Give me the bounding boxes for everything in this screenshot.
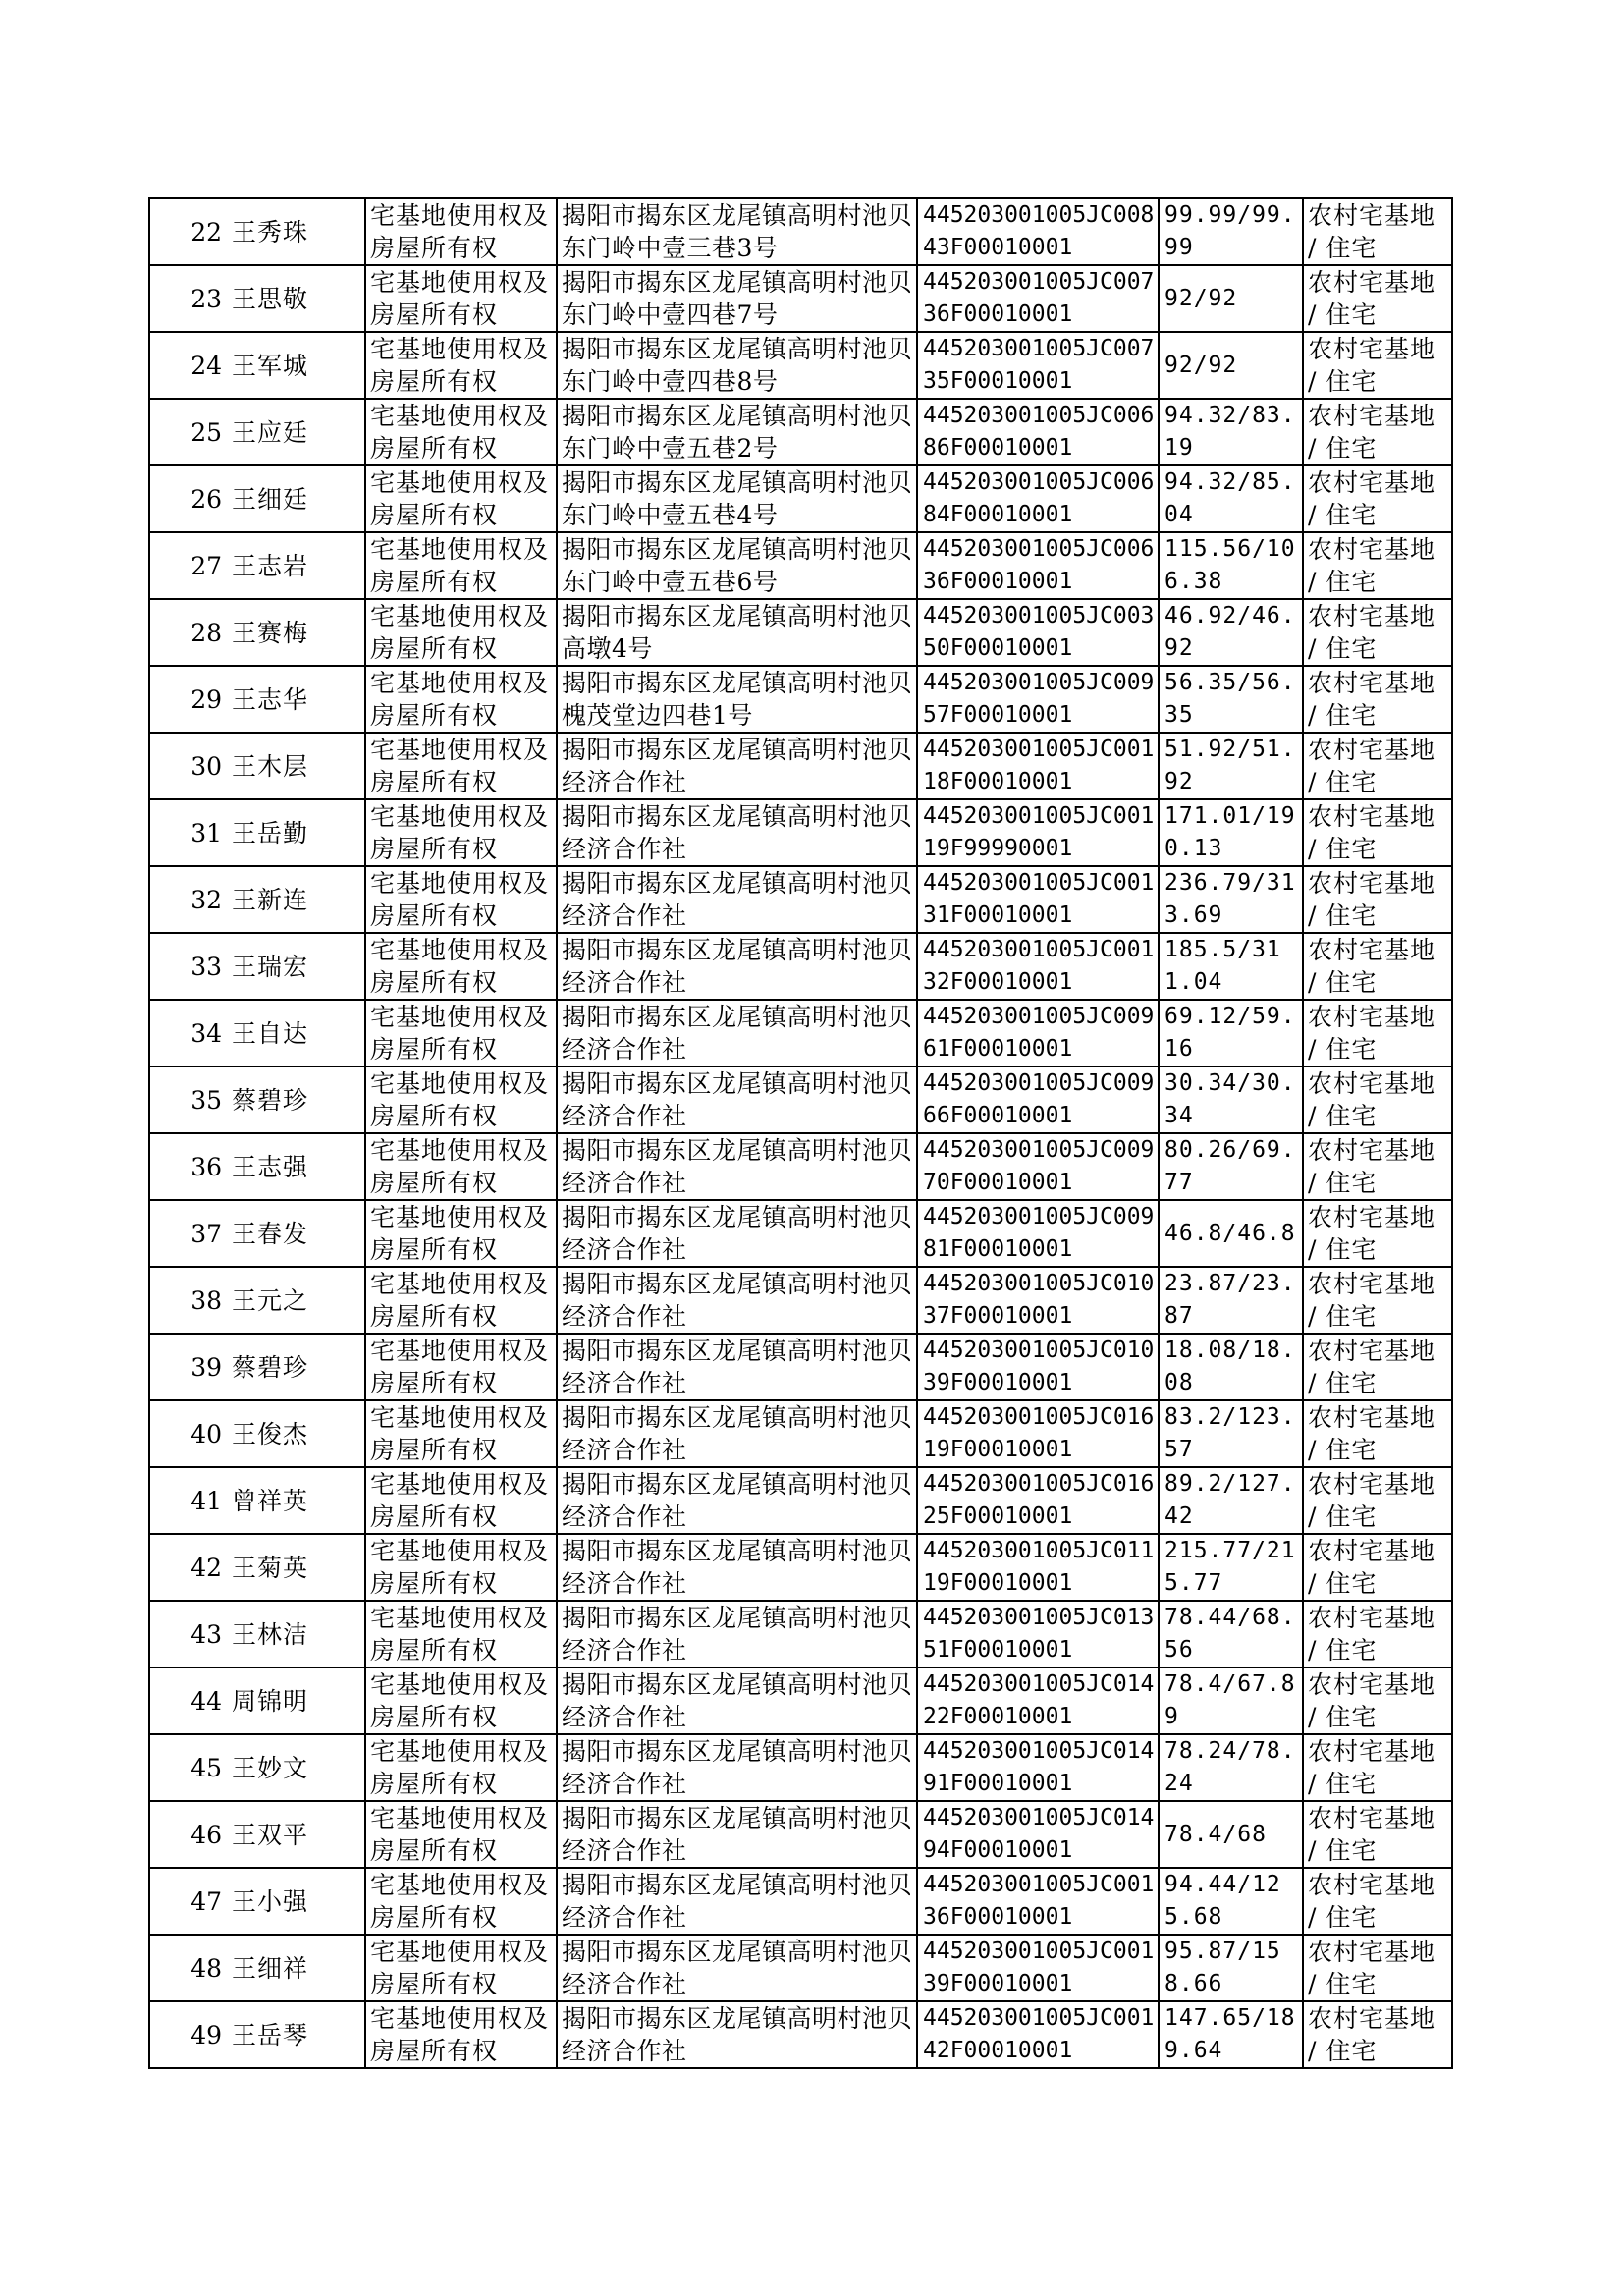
table-row — [149, 532, 1452, 599]
row-number-cell: 41 — [149, 1467, 228, 1534]
right-type-cell: 宅基地使用权及房屋所有权 — [365, 1133, 557, 1200]
address-cell: 揭阳市揭东区龙尾镇高明村池贝经济合作社 — [557, 1066, 917, 1133]
table-row — [149, 332, 1452, 399]
row-number-cell: 22 — [149, 198, 228, 265]
land-use-cell: 农村宅基地 / 住宅 — [1303, 1467, 1452, 1534]
unit-code-cell: 445203001005JC00966F00010001 — [917, 1066, 1159, 1133]
right-type-cell: 宅基地使用权及房屋所有权 — [365, 1935, 557, 2001]
unit-code-cell: 445203001005JC01494F00010001 — [917, 1801, 1159, 1868]
table-row — [149, 799, 1452, 866]
address-cell: 揭阳市揭东区龙尾镇高明村池贝经济合作社 — [557, 1334, 917, 1400]
unit-code-cell: 445203001005JC00636F00010001 — [917, 532, 1159, 599]
row-number-cell: 34 — [149, 1000, 228, 1066]
owner-name-cell: 王岳琴 — [228, 2001, 365, 2068]
row-number-cell: 31 — [149, 799, 228, 866]
area-cell: 78.4/67.89 — [1159, 1667, 1303, 1734]
address-cell: 揭阳市揭东区龙尾镇高明村池贝东门岭中壹四巷7号 — [557, 265, 917, 332]
table-row — [149, 666, 1452, 733]
right-type-cell: 宅基地使用权及房屋所有权 — [365, 1334, 557, 1400]
table-row — [149, 2001, 1452, 2068]
right-type-cell: 宅基地使用权及房屋所有权 — [365, 1534, 557, 1601]
owner-name-cell: 王新连 — [228, 866, 365, 933]
row-number-cell: 28 — [149, 599, 228, 666]
land-use-cell: 农村宅基地 / 住宅 — [1303, 465, 1452, 532]
land-use-cell: 农村宅基地 / 住宅 — [1303, 1400, 1452, 1467]
right-type-cell: 宅基地使用权及房屋所有权 — [365, 332, 557, 399]
unit-code-cell: 445203001005JC00118F00010001 — [917, 733, 1159, 799]
unit-code-cell: 445203001005JC00981F00010001 — [917, 1200, 1159, 1267]
land-use-cell: 农村宅基地 / 住宅 — [1303, 799, 1452, 866]
right-type-cell: 宅基地使用权及房屋所有权 — [365, 265, 557, 332]
land-use-cell: 农村宅基地 / 住宅 — [1303, 1534, 1452, 1601]
right-type-cell: 宅基地使用权及房屋所有权 — [365, 1400, 557, 1467]
table-row — [149, 1801, 1452, 1868]
unit-code-cell: 445203001005JC00132F00010001 — [917, 933, 1159, 1000]
row-number-cell: 27 — [149, 532, 228, 599]
row-number-cell: 35 — [149, 1066, 228, 1133]
table-row — [149, 465, 1452, 532]
unit-code-cell: 445203001005JC01422F00010001 — [917, 1667, 1159, 1734]
owner-name-cell: 王岳勤 — [228, 799, 365, 866]
row-number-cell: 29 — [149, 666, 228, 733]
land-use-cell: 农村宅基地 / 住宅 — [1303, 733, 1452, 799]
area-cell: 236.79/313.69 — [1159, 866, 1303, 933]
property-rights-table — [148, 197, 1453, 2069]
land-use-cell: 农村宅基地 / 住宅 — [1303, 532, 1452, 599]
row-number-cell: 45 — [149, 1734, 228, 1801]
owner-name-cell: 周锦明 — [228, 1667, 365, 1734]
table-row — [149, 933, 1452, 1000]
row-number-cell: 26 — [149, 465, 228, 532]
owner-name-cell: 王春发 — [228, 1200, 365, 1267]
address-cell: 揭阳市揭东区龙尾镇高明村池贝经济合作社 — [557, 1200, 917, 1267]
table-row — [149, 1400, 1452, 1467]
land-use-cell: 农村宅基地 / 住宅 — [1303, 1334, 1452, 1400]
right-type-cell: 宅基地使用权及房屋所有权 — [365, 1467, 557, 1534]
row-number-cell: 32 — [149, 866, 228, 933]
row-number-cell: 39 — [149, 1334, 228, 1400]
unit-code-cell: 445203001005JC00119F99990001 — [917, 799, 1159, 866]
row-number-cell: 33 — [149, 933, 228, 1000]
owner-name-cell: 王木层 — [228, 733, 365, 799]
address-cell: 揭阳市揭东区龙尾镇高明村池贝经济合作社 — [557, 733, 917, 799]
address-cell: 揭阳市揭东区龙尾镇高明村池贝槐茂堂边四巷1号 — [557, 666, 917, 733]
area-cell: 147.65/189.64 — [1159, 2001, 1303, 2068]
table-row — [149, 1935, 1452, 2001]
address-cell: 揭阳市揭东区龙尾镇高明村池贝经济合作社 — [557, 1868, 917, 1935]
unit-code-cell: 445203001005JC01625F00010001 — [917, 1467, 1159, 1534]
address-cell: 揭阳市揭东区龙尾镇高明村池贝经济合作社 — [557, 1400, 917, 1467]
unit-code-cell: 445203001005JC00684F00010001 — [917, 465, 1159, 532]
row-number-cell: 42 — [149, 1534, 228, 1601]
area-cell: 89.2/127.42 — [1159, 1467, 1303, 1534]
area-cell: 94.44/125.68 — [1159, 1868, 1303, 1935]
right-type-cell: 宅基地使用权及房屋所有权 — [365, 666, 557, 733]
owner-name-cell: 王元之 — [228, 1267, 365, 1334]
area-cell: 185.5/311.04 — [1159, 933, 1303, 1000]
land-use-cell: 农村宅基地 / 住宅 — [1303, 1000, 1452, 1066]
area-cell: 99.99/99.99 — [1159, 198, 1303, 265]
table-row — [149, 733, 1452, 799]
address-cell: 揭阳市揭东区龙尾镇高明村池贝东门岭中壹五巷4号 — [557, 465, 917, 532]
area-cell: 69.12/59.16 — [1159, 1000, 1303, 1066]
row-number-cell: 47 — [149, 1868, 228, 1935]
land-use-cell: 农村宅基地 / 住宅 — [1303, 866, 1452, 933]
address-cell: 揭阳市揭东区龙尾镇高明村池贝高墩4号 — [557, 599, 917, 666]
owner-name-cell: 王细祥 — [228, 1935, 365, 2001]
address-cell: 揭阳市揭东区龙尾镇高明村池贝经济合作社 — [557, 1000, 917, 1066]
unit-code-cell: 445203001005JC00957F00010001 — [917, 666, 1159, 733]
owner-name-cell: 曾祥英 — [228, 1467, 365, 1534]
area-cell: 92/92 — [1159, 332, 1303, 399]
right-type-cell: 宅基地使用权及房屋所有权 — [365, 866, 557, 933]
right-type-cell: 宅基地使用权及房屋所有权 — [365, 1000, 557, 1066]
address-cell: 揭阳市揭东区龙尾镇高明村池贝经济合作社 — [557, 799, 917, 866]
owner-name-cell: 王思敬 — [228, 265, 365, 332]
row-number-cell: 25 — [149, 399, 228, 465]
row-number-cell: 40 — [149, 1400, 228, 1467]
registry-sheet — [148, 197, 1451, 2069]
right-type-cell: 宅基地使用权及房屋所有权 — [365, 1667, 557, 1734]
address-cell: 揭阳市揭东区龙尾镇高明村池贝经济合作社 — [557, 2001, 917, 2068]
address-cell: 揭阳市揭东区龙尾镇高明村池贝经济合作社 — [557, 1801, 917, 1868]
land-use-cell: 农村宅基地 / 住宅 — [1303, 1200, 1452, 1267]
table-row — [149, 399, 1452, 465]
land-use-cell: 农村宅基地 / 住宅 — [1303, 332, 1452, 399]
row-number-cell: 37 — [149, 1200, 228, 1267]
owner-name-cell: 王志岩 — [228, 532, 365, 599]
land-use-cell: 农村宅基地 / 住宅 — [1303, 1267, 1452, 1334]
table-row — [149, 1334, 1452, 1400]
unit-code-cell: 445203001005JC01619F00010001 — [917, 1400, 1159, 1467]
right-type-cell: 宅基地使用权及房屋所有权 — [365, 1734, 557, 1801]
row-number-cell: 44 — [149, 1667, 228, 1734]
address-cell: 揭阳市揭东区龙尾镇高明村池贝经济合作社 — [557, 1467, 917, 1534]
right-type-cell: 宅基地使用权及房屋所有权 — [365, 1267, 557, 1334]
table-row — [149, 1601, 1452, 1667]
owner-name-cell: 蔡碧珍 — [228, 1066, 365, 1133]
right-type-cell: 宅基地使用权及房屋所有权 — [365, 2001, 557, 2068]
land-use-cell: 农村宅基地 / 住宅 — [1303, 1868, 1452, 1935]
table-row — [149, 1133, 1452, 1200]
table-row — [149, 1066, 1452, 1133]
area-cell: 78.4/68 — [1159, 1801, 1303, 1868]
owner-name-cell: 王秀珠 — [228, 198, 365, 265]
right-type-cell: 宅基地使用权及房屋所有权 — [365, 733, 557, 799]
table-row — [149, 1868, 1452, 1935]
area-cell: 23.87/23.87 — [1159, 1267, 1303, 1334]
land-use-cell: 农村宅基地 / 住宅 — [1303, 666, 1452, 733]
land-use-cell: 农村宅基地 / 住宅 — [1303, 1066, 1452, 1133]
address-cell: 揭阳市揭东区龙尾镇高明村池贝经济合作社 — [557, 933, 917, 1000]
unit-code-cell: 445203001005JC00142F00010001 — [917, 2001, 1159, 2068]
owner-name-cell: 王应廷 — [228, 399, 365, 465]
table-row — [149, 1534, 1452, 1601]
land-use-cell: 农村宅基地 / 住宅 — [1303, 1801, 1452, 1868]
right-type-cell: 宅基地使用权及房屋所有权 — [365, 1601, 557, 1667]
area-cell: 46.92/46.92 — [1159, 599, 1303, 666]
area-cell: 92/92 — [1159, 265, 1303, 332]
owner-name-cell: 王军城 — [228, 332, 365, 399]
right-type-cell: 宅基地使用权及房屋所有权 — [365, 465, 557, 532]
address-cell: 揭阳市揭东区龙尾镇高明村池贝经济合作社 — [557, 1267, 917, 1334]
owner-name-cell: 王赛梅 — [228, 599, 365, 666]
area-cell: 94.32/85.04 — [1159, 465, 1303, 532]
address-cell: 揭阳市揭东区龙尾镇高明村池贝经济合作社 — [557, 1667, 917, 1734]
right-type-cell: 宅基地使用权及房屋所有权 — [365, 399, 557, 465]
table-row — [149, 1467, 1452, 1534]
unit-code-cell: 445203001005JC00350F00010001 — [917, 599, 1159, 666]
address-cell: 揭阳市揭东区龙尾镇高明村池贝经济合作社 — [557, 1133, 917, 1200]
address-cell: 揭阳市揭东区龙尾镇高明村池贝东门岭中壹三巷3号 — [557, 198, 917, 265]
area-cell: 95.87/158.66 — [1159, 1935, 1303, 2001]
land-use-cell: 农村宅基地 / 住宅 — [1303, 399, 1452, 465]
owner-name-cell: 王妙文 — [228, 1734, 365, 1801]
owner-name-cell: 王林洁 — [228, 1601, 365, 1667]
unit-code-cell: 445203001005JC01491F00010001 — [917, 1734, 1159, 1801]
land-use-cell: 农村宅基地 / 住宅 — [1303, 1601, 1452, 1667]
unit-code-cell: 445203001005JC00970F00010001 — [917, 1133, 1159, 1200]
area-cell: 215.77/215.77 — [1159, 1534, 1303, 1601]
unit-code-cell: 445203001005JC00139F00010001 — [917, 1935, 1159, 2001]
address-cell: 揭阳市揭东区龙尾镇高明村池贝东门岭中壹五巷6号 — [557, 532, 917, 599]
area-cell: 51.92/51.92 — [1159, 733, 1303, 799]
land-use-cell: 农村宅基地 / 住宅 — [1303, 2001, 1452, 2068]
unit-code-cell: 445203001005JC01037F00010001 — [917, 1267, 1159, 1334]
table-row — [149, 866, 1452, 933]
row-number-cell: 36 — [149, 1133, 228, 1200]
table-row — [149, 1200, 1452, 1267]
owner-name-cell: 王双平 — [228, 1801, 365, 1868]
row-number-cell: 24 — [149, 332, 228, 399]
table-row — [149, 198, 1452, 265]
right-type-cell: 宅基地使用权及房屋所有权 — [365, 599, 557, 666]
owner-name-cell: 王俊杰 — [228, 1400, 365, 1467]
address-cell: 揭阳市揭东区龙尾镇高明村池贝经济合作社 — [557, 1601, 917, 1667]
area-cell: 94.32/83.19 — [1159, 399, 1303, 465]
table-row — [149, 1267, 1452, 1334]
table-row — [149, 1667, 1452, 1734]
address-cell: 揭阳市揭东区龙尾镇高明村池贝经济合作社 — [557, 1534, 917, 1601]
row-number-cell: 46 — [149, 1801, 228, 1868]
owner-name-cell: 王细廷 — [228, 465, 365, 532]
row-number-cell: 48 — [149, 1935, 228, 2001]
unit-code-cell: 445203001005JC00961F00010001 — [917, 1000, 1159, 1066]
land-use-cell: 农村宅基地 / 住宅 — [1303, 1734, 1452, 1801]
area-cell: 46.8/46.8 — [1159, 1200, 1303, 1267]
right-type-cell: 宅基地使用权及房屋所有权 — [365, 1801, 557, 1868]
unit-code-cell: 445203001005JC00735F00010001 — [917, 332, 1159, 399]
owner-name-cell: 王瑞宏 — [228, 933, 365, 1000]
area-cell: 18.08/18.08 — [1159, 1334, 1303, 1400]
table-body — [149, 198, 1452, 2068]
row-number-cell: 49 — [149, 2001, 228, 2068]
unit-code-cell: 445203001005JC01119F00010001 — [917, 1534, 1159, 1601]
address-cell: 揭阳市揭东区龙尾镇高明村池贝经济合作社 — [557, 1935, 917, 2001]
unit-code-cell: 445203001005JC00736F00010001 — [917, 265, 1159, 332]
address-cell: 揭阳市揭东区龙尾镇高明村池贝东门岭中壹五巷2号 — [557, 399, 917, 465]
address-cell: 揭阳市揭东区龙尾镇高明村池贝经济合作社 — [557, 866, 917, 933]
owner-name-cell: 王自达 — [228, 1000, 365, 1066]
land-use-cell: 农村宅基地 / 住宅 — [1303, 933, 1452, 1000]
address-cell: 揭阳市揭东区龙尾镇高明村池贝东门岭中壹四巷8号 — [557, 332, 917, 399]
table-row — [149, 265, 1452, 332]
area-cell: 56.35/56.35 — [1159, 666, 1303, 733]
right-type-cell: 宅基地使用权及房屋所有权 — [365, 799, 557, 866]
area-cell: 30.34/30.34 — [1159, 1066, 1303, 1133]
land-use-cell: 农村宅基地 / 住宅 — [1303, 1935, 1452, 2001]
right-type-cell: 宅基地使用权及房屋所有权 — [365, 1868, 557, 1935]
address-cell: 揭阳市揭东区龙尾镇高明村池贝经济合作社 — [557, 1734, 917, 1801]
row-number-cell: 38 — [149, 1267, 228, 1334]
table-row — [149, 1000, 1452, 1066]
land-use-cell: 农村宅基地 / 住宅 — [1303, 599, 1452, 666]
owner-name-cell: 王志华 — [228, 666, 365, 733]
right-type-cell: 宅基地使用权及房屋所有权 — [365, 198, 557, 265]
owner-name-cell: 王菊英 — [228, 1534, 365, 1601]
land-use-cell: 农村宅基地 / 住宅 — [1303, 265, 1452, 332]
owner-name-cell: 蔡碧珍 — [228, 1334, 365, 1400]
area-cell: 78.44/68.56 — [1159, 1601, 1303, 1667]
table-row — [149, 599, 1452, 666]
right-type-cell: 宅基地使用权及房屋所有权 — [365, 1200, 557, 1267]
land-use-cell: 农村宅基地 / 住宅 — [1303, 1133, 1452, 1200]
unit-code-cell: 445203001005JC01351F00010001 — [917, 1601, 1159, 1667]
owner-name-cell: 王志强 — [228, 1133, 365, 1200]
unit-code-cell: 445203001005JC00131F00010001 — [917, 866, 1159, 933]
right-type-cell: 宅基地使用权及房屋所有权 — [365, 532, 557, 599]
unit-code-cell: 445203001005JC00136F00010001 — [917, 1868, 1159, 1935]
table-row — [149, 1734, 1452, 1801]
right-type-cell: 宅基地使用权及房屋所有权 — [365, 933, 557, 1000]
area-cell: 115.56/106.38 — [1159, 532, 1303, 599]
owner-name-cell: 王小强 — [228, 1868, 365, 1935]
land-use-cell: 农村宅基地 / 住宅 — [1303, 198, 1452, 265]
right-type-cell: 宅基地使用权及房屋所有权 — [365, 1066, 557, 1133]
row-number-cell: 43 — [149, 1601, 228, 1667]
area-cell: 78.24/78.24 — [1159, 1734, 1303, 1801]
area-cell: 171.01/190.13 — [1159, 799, 1303, 866]
area-cell: 80.26/69.77 — [1159, 1133, 1303, 1200]
unit-code-cell: 445203001005JC00843F00010001 — [917, 198, 1159, 265]
unit-code-cell: 445203001005JC01039F00010001 — [917, 1334, 1159, 1400]
area-cell: 83.2/123.57 — [1159, 1400, 1303, 1467]
row-number-cell: 30 — [149, 733, 228, 799]
row-number-cell: 23 — [149, 265, 228, 332]
land-use-cell: 农村宅基地 / 住宅 — [1303, 1667, 1452, 1734]
unit-code-cell: 445203001005JC00686F00010001 — [917, 399, 1159, 465]
